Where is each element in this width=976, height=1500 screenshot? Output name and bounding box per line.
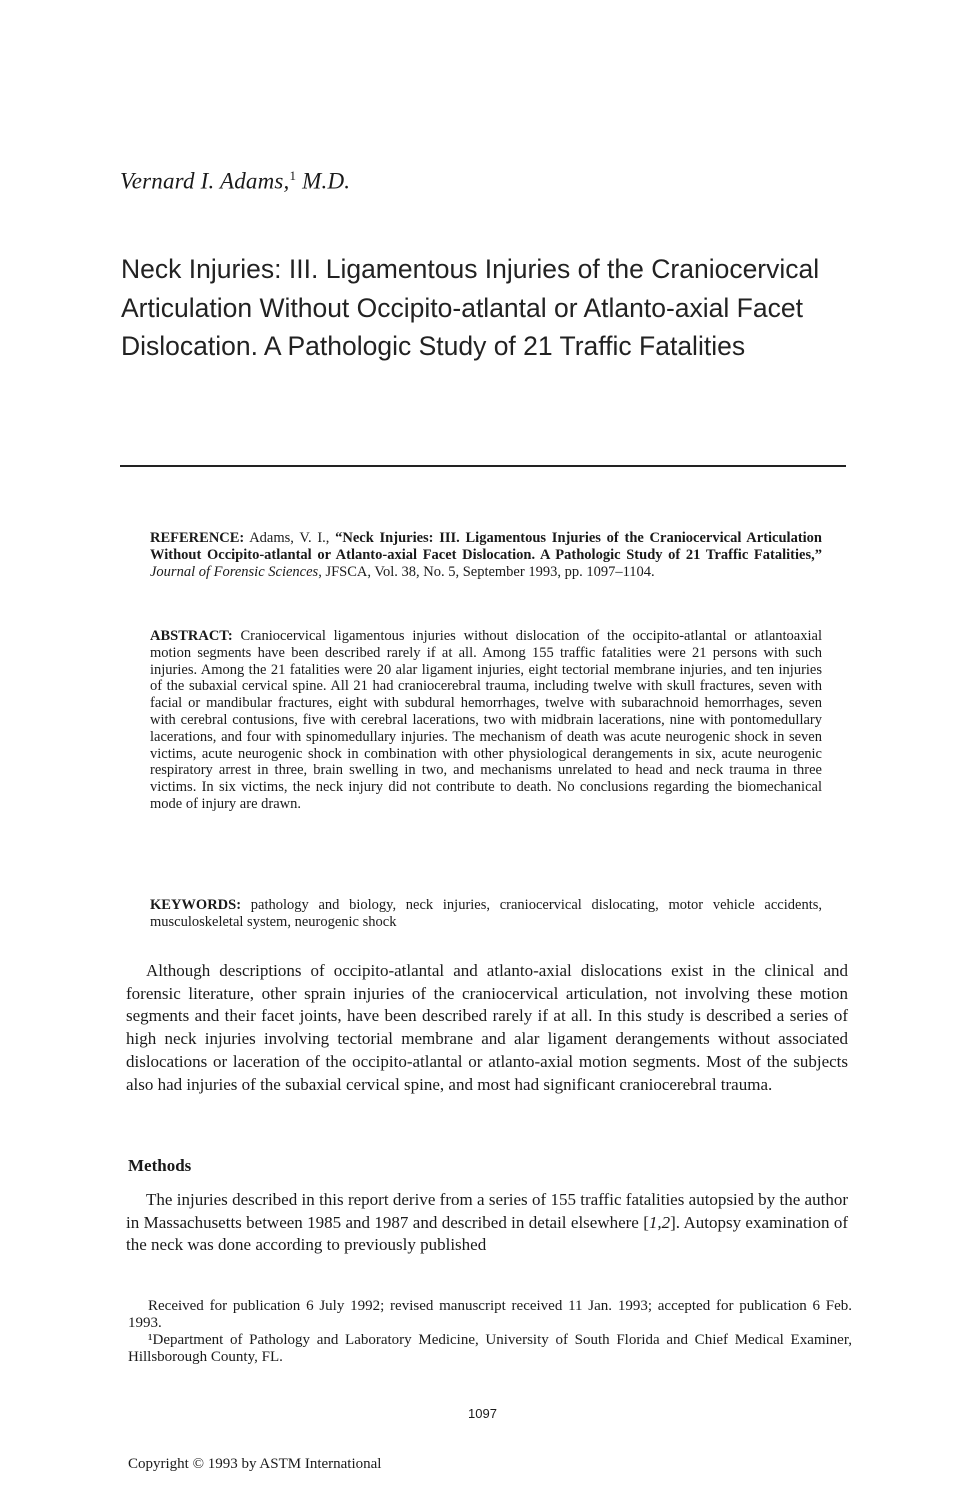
reference-label: REFERENCE:	[150, 530, 245, 546]
title-divider	[120, 465, 846, 467]
reference-journal: Journal of Forensic Sciences	[150, 563, 319, 580]
abstract-text: Craniocervical ligamentous injuries without dislocation of the occipito-atlantal or atlantoaxial motion segments have been described rarely if at all. Among 155 traffic fatalities were 21 persons with such injuries. Among the 21 fatalities were 20 alar ligament injuries, eight tectorial membrane injuries, and ten injuries of the subaxial cervical spine. All 21 had craniocerebral trauma, including twelve with skull fractures, seven with facial or mandibular fractures, eight with subdural hemorrhages, twelve with subarachnoid hemorrhages, seven with cerebral contusions, five with cerebral lacerations, two with midbrain lacerations, nine with pontomedullary lacerations, and four with spinomedullary injuries. The mechanism of death was acute neurogenic shock in seven victims, acute neurogenic shock in combination with other physiological derangements in six, acute neurogenic respiratory arrest in three, brain swelling in two, and mechanisms unrelated to head and neck trauma in three victims. In six victims, the neck injury did not contribute to death. No conclusions regarding the biomechanical mode of injury are drawn.	[150, 628, 822, 812]
keywords-text: pathology and biology, neck injuries, craniocervical dislocating, motor vehicle accidents, musculoskeletal system, neurogenic shock	[150, 897, 822, 930]
methods-heading: Methods	[128, 1156, 192, 1175]
author-line	[120, 168, 350, 195]
footnotes	[128, 1298, 852, 1366]
page-number: 1097	[468, 1406, 497, 1421]
methods-citation: 1,2	[648, 1212, 671, 1232]
reference-authors: Adams, V. I.,	[244, 530, 336, 546]
reference-block	[150, 530, 822, 580]
article-title: Neck Injuries: III. Ligamentous Injuries of the Craniocervical Articulation Without Occipito-atlantal or Atlanto-axial Facet Dislocation. A Pathologic Study of 21 Traffic Fatalities	[121, 254, 820, 361]
intro-section	[126, 960, 848, 1096]
copyright-notice: Copyright © 1993 by ASTM International	[128, 1456, 382, 1472]
footnote-affiliation: ¹Department of Pathology and Laboratory Medicine, University of South Florida and Chief Medical Examiner, Hillsborough County, FL.	[128, 1332, 852, 1365]
author-footnote-mark: 1	[289, 168, 297, 183]
reference-citation: , JFSCA, Vol. 38, No. 5, September 1993, pp. 1097–1104.	[318, 563, 655, 580]
author-name: Vernard I. Adams,	[120, 168, 290, 194]
intro-paragraph: Although descriptions of occipito-atlantal and atlanto-axial dislocations exist in the clinical and forensic literature, other sprain injuries of the craniocervical articulation, not involving these motion segments and their facet joints, have been described rarely if at all. In this study is described a series of high neck injuries involving tectorial membrane and alar ligament derangements without associated dislocations or laceration of the occipito-atlantal or atlanto-axial motion segments. Most of the subjects also had injuries of the subaxial cervical spine, and most had significant craniocerebral trauma.	[126, 961, 848, 1094]
abstract-label: ABSTRACT:	[150, 628, 233, 644]
reference-article-title: “Neck Injuries: III. Ligamentous Injuries of the Craniocervical Articulation Without Occipito-atlantal or Atlanto-axial Facet Dislocation. A Pathologic Study of 21 Traffic Fatalities,”	[150, 530, 822, 563]
methods-text-before: The injuries described in this report derive from a series of 155 traffic fatalities autopsied by the author in Massachusetts between 1985 and 1987 and described in detail elsewhere [	[126, 1190, 848, 1232]
methods-paragraph	[126, 1189, 848, 1257]
keywords-block	[150, 897, 822, 931]
methods-section	[126, 1189, 848, 1257]
methods-text-after: ]. Autopsy examination of the neck was done according to previously published	[126, 1212, 848, 1255]
abstract-block	[150, 628, 822, 813]
keywords-label: KEYWORDS:	[150, 897, 242, 913]
author-degree: M.D.	[296, 168, 351, 194]
footnote-received: Received for publication 6 July 1992; revised manuscript received 11 Jan. 1993; accepted for publication 6 Feb. 1993.	[128, 1298, 852, 1331]
